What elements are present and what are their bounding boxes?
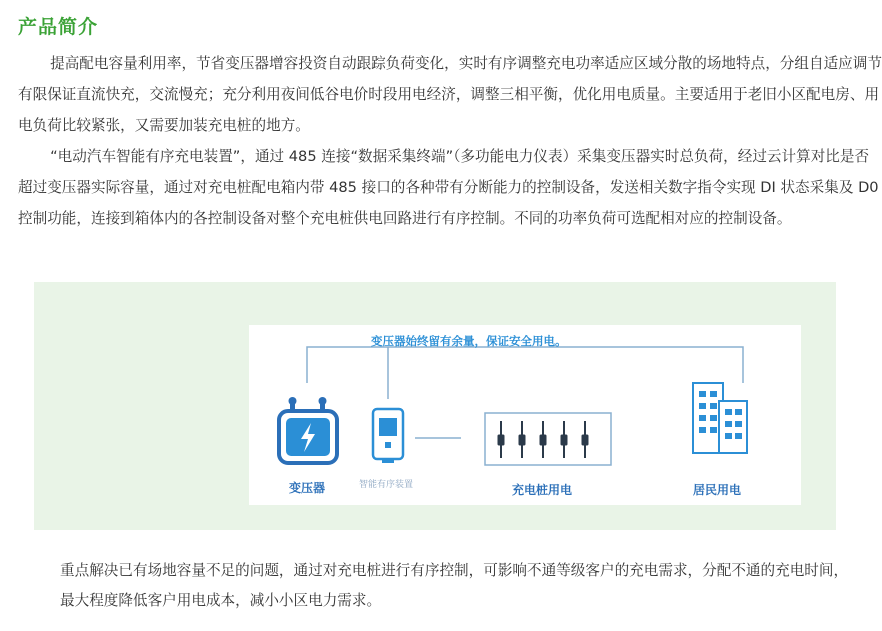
diagram-card: [249, 325, 801, 505]
summary-paragraph: 重点解决已有场地容量不足的问题，通过对充电桩进行有序控制，可影响不通等级客户的充电需求，分配不通的充电时间，最大程度降低客户用电成本，减小小区电力需求。: [60, 562, 849, 609]
diagram-graphic: [249, 325, 801, 505]
intro-paragraph-1: 提高配电容量利用率，节省变压器增容投资自动跟踪负荷变化，实时有序调整充电功率适应区域分散的场地特点，分组自适应调节有限保证直流快充，交流慢充；充分利用夜间低谷电价时段用电经济，调整三相平衡，优化用电质量。主要适用于老旧小区配电房、用电负荷比较紧张，又需要加装充电桩的地方。: [18, 55, 882, 134]
smart-device-icon: [373, 409, 403, 463]
charging-pile-icon: [498, 421, 588, 458]
transformer-label: 变压器: [289, 481, 326, 495]
residential-label: 居民用电: [693, 483, 742, 497]
device-label: 智能有序装置: [359, 480, 414, 490]
building-icon: [693, 383, 747, 453]
intro-section: [18, 48, 882, 234]
intro-paragraph-2: “电动汽车智能有序充电装置”，通过 485 连接“数据采集终端”（多功能电力仪表）采集变压器实时总负荷，经过云计算对比是否超过变压器实际容量，通过对充电桩配电箱内带 485 接口的各种带有分断能力的控制设备，发送相关数字指令实现 DI 状态采集及 D0 控制功能，连接到箱体内的各控制设备对整个充电桩供电回路进行有序控制。不同的功率负荷可选配相对应的控制设备。: [18, 148, 879, 227]
chargers-label: 充电桩用电: [512, 483, 573, 497]
diagram-banner: 变压器始终留有余量，保证安全用电。: [371, 334, 567, 348]
page-title: 产品简介: [18, 16, 99, 38]
distribution-line: [307, 347, 743, 383]
summary-section: [60, 556, 860, 616]
transformer-icon: [279, 397, 337, 463]
